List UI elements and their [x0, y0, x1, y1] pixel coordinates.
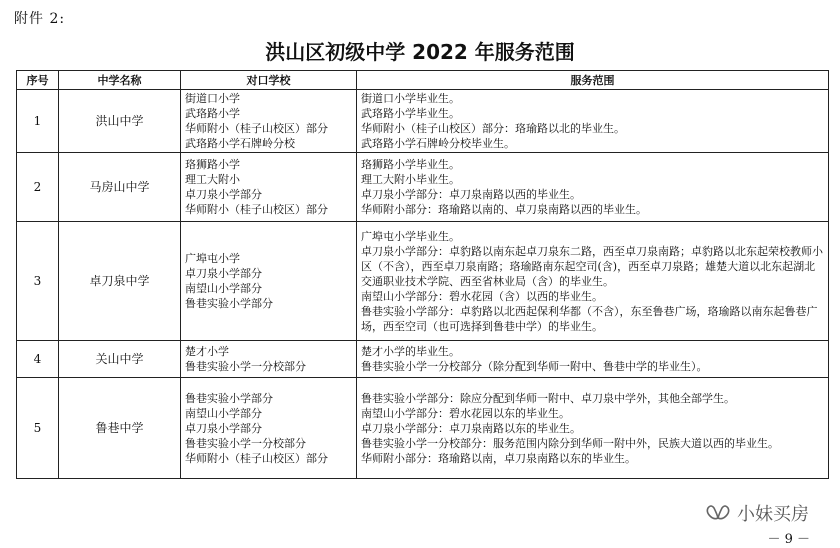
school-name: 关山中学 — [59, 341, 181, 378]
primary-item: 卓刀泉小学部分 — [185, 188, 262, 201]
watermark-text: 小妹买房 — [737, 504, 809, 525]
table-row — [17, 222, 829, 341]
scope-item: 鲁巷实验小学部分：卓豹路以北西起保利华都（不含），东至鲁巷广场，珞瑜路以南东起鲁巷广场，西至空司（也可选择到鲁巷中学）的毕业生。 — [361, 304, 818, 333]
attachment-label: 附件 2: — [14, 11, 66, 27]
school-name: 卓刀泉中学 — [59, 222, 181, 341]
primary-item: 卓刀泉小学部分 — [185, 267, 262, 280]
scope-list — [357, 378, 829, 479]
school-name: 洪山中学 — [59, 90, 181, 153]
scope-item: 卓刀泉小学部分：卓豹路以南东起卓刀泉东二路，西至卓刀泉南路；卓豹路以北东起荣校教师小区（不含），西至卓刀泉南路；珞瑜路南东起空司(含)，西至卓刀泉路；雄楚大道以北东起湖北交通职业技术学院、西至省林业局（含）的毕业生。 — [361, 244, 823, 288]
school-name: 马房山中学 — [59, 153, 181, 222]
scope-item: 武珞路小学毕业生。 — [361, 107, 460, 120]
scope-item: 华师附小部分：珞瑜路以南，卓刀泉南路以东的毕业生。 — [361, 451, 636, 465]
wechat-channel-icon — [705, 502, 731, 524]
header-school: 中学名称 — [59, 71, 181, 90]
table-row — [17, 341, 829, 378]
primary-item: 珞狮路小学 — [185, 158, 240, 171]
scope-list — [357, 90, 829, 153]
header-index: 序号 — [17, 71, 59, 90]
scope-item: 鲁巷实验小学部分：除应分配到华师一附中、卓刀泉中学外，其他全部学生。 — [361, 391, 735, 405]
primary-list — [181, 378, 357, 479]
scope-item: 广埠屯小学毕业生。 — [361, 229, 460, 243]
primary-item: 理工大附小 — [185, 173, 240, 186]
table-row — [17, 153, 829, 222]
primary-item: 南望山小学部分 — [185, 282, 262, 295]
primary-item: 广埠屯小学 — [185, 252, 240, 265]
primary-item: 鲁巷实验小学部分 — [185, 297, 273, 310]
table-header-row — [17, 71, 829, 90]
table-row — [17, 378, 829, 479]
primary-item: 华师附小（桂子山校区）部分 — [185, 122, 328, 135]
primary-list — [181, 222, 357, 341]
primary-list — [181, 153, 357, 222]
primary-list — [181, 341, 357, 378]
scope-item: 楚才小学的毕业生。 — [361, 345, 460, 358]
scope-list — [357, 222, 829, 341]
row-index: 3 — [17, 222, 59, 341]
primary-item: 街道口小学 — [185, 92, 240, 105]
row-index: 1 — [17, 90, 59, 153]
scope-item: 鲁巷实验小学一分校部分（除分配到华师一附中、鲁巷中学的毕业生）。 — [361, 360, 708, 373]
primary-item: 武珞路小学石牌岭分校 — [185, 137, 295, 150]
watermark — [705, 500, 809, 526]
primary-item: 卓刀泉小学部分 — [185, 421, 262, 435]
scope-item: 华师附小部分：珞瑜路以南的、卓刀泉南路以西的毕业生。 — [361, 203, 647, 216]
scope-item: 南望山小学部分：碧水花园以东的毕业生。 — [361, 406, 570, 420]
primary-item: 鲁巷实验小学一分校部分 — [185, 360, 306, 373]
scope-item: 武珞路小学石牌岭分校毕业生。 — [361, 137, 515, 150]
school-name: 鲁巷中学 — [59, 378, 181, 479]
scope-item: 南望山小学部分：碧水花园（含）以西的毕业生。 — [361, 289, 603, 303]
scope-item: 卓刀泉小学部分：卓刀泉南路以东的毕业生。 — [361, 421, 581, 435]
page-title: 洪山区初级中学 2022 年服务范围 — [265, 40, 575, 64]
primary-item: 华师附小（桂子山校区）部分 — [185, 203, 328, 216]
page-number: － 9 － — [767, 532, 810, 547]
primary-item: 南望山小学部分 — [185, 406, 262, 420]
primary-list — [181, 90, 357, 153]
table-row — [17, 90, 829, 153]
scope-item: 珞狮路小学毕业生。 — [361, 158, 460, 171]
scope-item: 理工大附小毕业生。 — [361, 173, 460, 186]
header-primary: 对口学校 — [181, 71, 357, 90]
scope-item: 华师附小（桂子山校区）部分：珞瑜路以北的毕业生。 — [361, 122, 625, 135]
scope-item: 鲁巷实验小学一分校部分：服务范围内除分到华师一附中外，民族大道以西的毕业生。 — [361, 436, 779, 450]
primary-item: 鲁巷实验小学部分 — [185, 391, 273, 405]
scope-item: 街道口小学毕业生。 — [361, 92, 460, 105]
row-index: 5 — [17, 378, 59, 479]
primary-item: 华师附小（桂子山校区）部分 — [185, 451, 328, 465]
scope-list — [357, 153, 829, 222]
primary-item: 武珞路小学 — [185, 107, 240, 120]
row-index: 4 — [17, 341, 59, 378]
primary-item: 鲁巷实验小学一分校部分 — [185, 436, 306, 450]
scope-item: 卓刀泉小学部分：卓刀泉南路以西的毕业生。 — [361, 188, 581, 201]
service-scope-table — [16, 70, 829, 479]
primary-item: 楚才小学 — [185, 345, 229, 358]
scope-list — [357, 341, 829, 378]
header-scope: 服务范围 — [357, 71, 829, 90]
row-index: 2 — [17, 153, 59, 222]
